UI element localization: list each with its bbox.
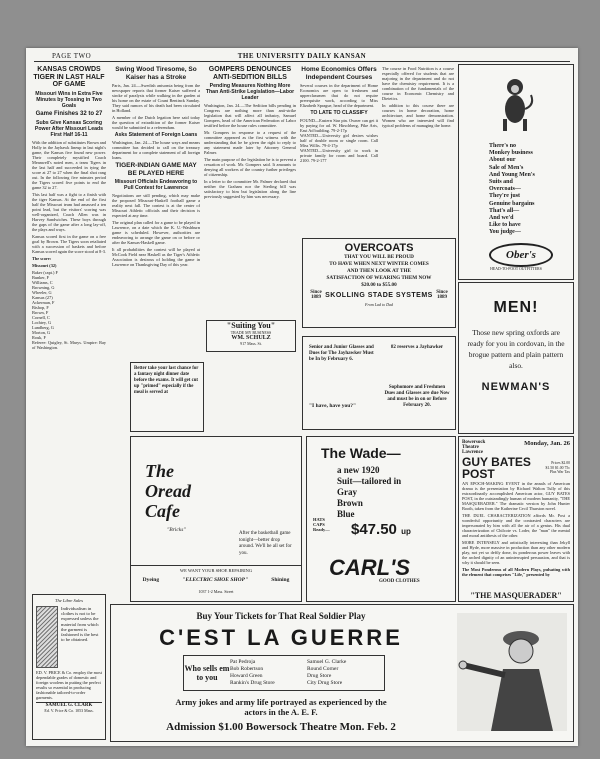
soldier-illustration bbox=[457, 613, 567, 731]
box-score-line: Brown, F bbox=[32, 310, 49, 315]
box-score-title: The score: bbox=[32, 256, 52, 261]
obers-ad-line: And we'd bbox=[489, 215, 514, 222]
jayhawker-right: 82 reserves a Jayhawker bbox=[390, 345, 444, 350]
wade-line-1: a new 1920 bbox=[337, 465, 380, 475]
wade-line-2: Suit—tailored in bbox=[337, 476, 402, 486]
oread-line-2: Oread bbox=[145, 481, 191, 501]
shoe-footer: WE WANT YOUR SHOE REPAIRING bbox=[131, 565, 301, 573]
bowersock-body: AN EPOCH-MAKING EVENT in the annals of American drama is the presentation by Richard Walton Tully of this extraordinarily accomplished American actor, GUY BATES POST, in the outstandingly human of modern humanity, "THE MASQUERADER." The dramatic version by John Hunter Booth, taken from the Katherine Cecil Thurston novel. bbox=[462, 481, 570, 511]
obers-logo: Ober's bbox=[489, 243, 553, 267]
seller-name: Drug Store bbox=[307, 673, 332, 679]
obers-ad-copy bbox=[489, 143, 535, 237]
bowersock-body-2: THE DUEL CHARACTERIZATION affords Mr. Post a wonderful opportunity and the contrasted characters are impersonated by him with all the air of a genius. His dual characterization of Chilcote vs. Loder, the "man" the mental and moral antithesis of the other. bbox=[462, 513, 570, 538]
clothing-ad-brand: The Libre Sales bbox=[54, 598, 84, 603]
overcoats-since-left: Since 1889 bbox=[310, 290, 322, 300]
gompers-body-3: The main purpose of the legislation he is to prevent a cessation of work. Mr. Gompers said. It amounts to denying all workers of the country further privileges of citizenship. bbox=[204, 157, 296, 177]
sports-body-3: Kansas scored first in the game on a free goal by Brown. The Tigers soon retaliated with a succession of baskets and before Kansas scored again the score stood at 8-3. bbox=[32, 234, 106, 254]
obers-ad-line: Genuine bargains bbox=[489, 200, 535, 207]
overcoats-since-right: Since 1889 bbox=[436, 290, 448, 300]
news-column-2 bbox=[112, 66, 200, 352]
clothing-ad-address: Ed. V. Price & Co. 1053 Mass. bbox=[44, 708, 94, 713]
obers-ad-line: There's no bbox=[489, 143, 517, 149]
wade-line-5: Blue bbox=[337, 509, 355, 519]
jayhawker-left: Senior and Junior Glasses and Dues for The Jayhawker Must be In by February 6. bbox=[309, 345, 374, 362]
overcoats-line-2: TO HAVE WHEN NEXT WINTER COMES bbox=[329, 261, 429, 267]
clothing-ad-body: Individualism in clothes is not to be expressed unless the material from which the garment is fashioned is the best to be obtained. bbox=[61, 606, 99, 643]
nutrition-body: The course in Food Nutrition is a course especially offered for students that are majoring in the department and do not have the chemistry requirement. It is a combination of the fundamentals of the course in Economic Chemistry and Dietetics. bbox=[382, 66, 454, 101]
jayhawker-question: "I have, have you?" bbox=[309, 403, 357, 409]
overcoats-title: OVERCOATS bbox=[344, 242, 414, 254]
guerre-title: C'EST LA GUERRE bbox=[159, 625, 403, 650]
schulz-ad-title: "Suiting You" bbox=[226, 321, 276, 330]
obers-ad-line: Sale of Men's bbox=[489, 164, 524, 171]
obers-ad-line: Monkey business bbox=[489, 150, 533, 157]
guerre-line-2: actors in the A. E. F. bbox=[244, 707, 318, 717]
newspaper-page bbox=[26, 48, 578, 746]
box-score-line: Bishop, F bbox=[32, 305, 49, 310]
kaiser-headline: Swing Wood Tiresome, So Kaiser has a Stroke bbox=[115, 66, 197, 81]
jayhawker-ad bbox=[302, 336, 456, 430]
carls-tagline: GOOD CLOTHES bbox=[379, 579, 420, 584]
tailor-illustration bbox=[36, 606, 58, 668]
oread-side: After the basketball game tonight—better drop around. We'll be all set for you. bbox=[239, 531, 292, 556]
seller-name: Rankin's Drug Store bbox=[230, 680, 275, 686]
schulz-ad bbox=[206, 320, 296, 352]
wade-price: $47.50 bbox=[351, 521, 397, 538]
obers-ad-line: About our bbox=[489, 157, 516, 164]
tiger-indian-body-3: It all probabilities the contest will be played at McCook Field near Haskell as the Tiger's Athletic Association is desirous of holding the game in Lawrence on Thanksgiving Day of this year. bbox=[112, 247, 200, 267]
gompers-body: Washington, Jan. 24.—The Sedition bills pending in Congress are nothing more than anti-strike legislation that will affect all industry, Samuel Gompers, head of the American Federation of Labor testified before the house rules committee. bbox=[204, 103, 296, 128]
wade-title: The Wade— bbox=[321, 445, 401, 461]
loans-body: Washington, Jan. 24.—The house ways and means committee has decided to call on the treasury department for a complete statement of all foreign loans. bbox=[112, 140, 200, 160]
guerre-top: Buy Your Tickets for That Real Soldier Play bbox=[196, 611, 366, 621]
wade-hats: HATS CAPS Ready— bbox=[313, 517, 330, 532]
obers-ad-line: That's all— bbox=[489, 207, 520, 214]
overcoats-price: $20.00 to $55.00 bbox=[361, 282, 397, 288]
tiger-indian-body: Negotiations are still pending, which may make the proposed Missouri-Haskell football game a reality next fall. The contest is at the center of Missouri Athletic officials and their decision is expected at any time. bbox=[112, 193, 200, 218]
box-score-line: Ackerman, F bbox=[32, 300, 55, 305]
box-score-line: Baker (capt.) F bbox=[32, 270, 58, 275]
loans-subhead: Asks Statement of Foreign Loans bbox=[114, 132, 198, 138]
shoe-dyeing: Dyeing bbox=[142, 577, 160, 583]
schulz-ad-tagline: TRADE MY BUSINESS bbox=[230, 330, 272, 335]
box-score-line: Lochtey, G bbox=[32, 320, 52, 325]
dinner-ad-body: Better take your last chance for a fantasy night dinner date before the exams. It will get cut up "primed" especially if the meal is served at bbox=[134, 366, 199, 395]
dinner-ad bbox=[130, 362, 204, 432]
newmans-brand: NEWMAN'S bbox=[481, 381, 551, 393]
wade-line-4: Brown bbox=[337, 498, 363, 508]
masquerader-title: "THE MASQUERADER" bbox=[470, 591, 562, 600]
shoe-shop-name: "ELECTRIC SHOE SHOP" bbox=[182, 577, 249, 583]
sports-column bbox=[32, 66, 106, 586]
gompers-body-4: In a letter to the committee Mr. Palmer declared that neither the Graham nor the Sterling bill was satisfactory to him but legislation along the line previously suggested by him was necessary. bbox=[204, 179, 296, 199]
sports-subhead: Missouri Wins in Extra Five Minutes by Tossing in Two Goals bbox=[35, 90, 103, 109]
kaiser-body: Paris, Jan. 24.—Swedish anisomia being from the newspaper reports that former Kaiser suffered a stroke of paralysis while walking in the garden at his home on the estate of Count Bentinck Sunday. They said rumors of his death had been circulated in Holland. bbox=[112, 83, 200, 113]
schulz-ad-tailor: WM. SCHULZ bbox=[231, 335, 271, 341]
overcoats-line-4: SATISFACTION OF WEARING THEM NOW bbox=[326, 275, 432, 281]
sports-subhead-2: Subs Give Kansas Scoring Power After Missouri Leads First Half 16-11 bbox=[34, 120, 104, 138]
obers-ad-line: They're just bbox=[489, 193, 521, 200]
oread-tag: "Bricks" bbox=[167, 527, 186, 533]
men-body: Those new spring oxfords are ready for you in cordovan, in the brogue pattern and plain pattern also. bbox=[467, 328, 565, 370]
oread-line-1: The bbox=[145, 461, 174, 481]
sellers-list-b bbox=[307, 659, 384, 687]
schulz-ad-address: 917 Mass. St. bbox=[240, 341, 262, 346]
classified-item: WANTED—University girl desires wishes half of double room or single room. Call Miss Willis. 79-4-17p bbox=[300, 133, 378, 148]
men-title: MEN! bbox=[493, 299, 539, 316]
home-econ-body: Several courses in the department of Home Economics are open to freshmen and upperclassmen that do not require prerequisite work, according to Miss Elizabeth Sprague, head of the department. bbox=[300, 83, 378, 108]
tiger-indian-body-2: The original plan called for a game to be played in Lawrence, on a date which the K. U.-Washburn game is scheduled. However, authorities are endeavoring to arrange the game on or before or after the Kansas-Haskell game. bbox=[112, 220, 200, 245]
page-number: PAGE TWO bbox=[52, 52, 92, 60]
shoe-address: 1037 1-2 Mass. Street bbox=[198, 589, 234, 594]
guerre-who: Who sells em to you bbox=[184, 664, 230, 682]
obers-ad-line: Like to have bbox=[489, 222, 521, 229]
clothing-ad bbox=[32, 594, 106, 740]
masthead-rule bbox=[34, 61, 570, 62]
overcoats-tagline: From Lad to Dad bbox=[365, 302, 393, 307]
gompers-subhead: Pending Measures Nothing More Than Anti-Strike Legislation—Labor Leader bbox=[205, 83, 295, 101]
clothing-ad-name: SAMUEL G. CLARK bbox=[36, 702, 102, 708]
theatre-name: Bowersock Theatre Lawrence bbox=[462, 440, 486, 455]
classified-list bbox=[300, 118, 378, 163]
news-column-3 bbox=[204, 66, 296, 352]
box-score-line: Rouk, F bbox=[32, 335, 46, 340]
ticket-prices: Prices $2.00 $1.50 $1.00 75c Plus War Tax bbox=[545, 461, 570, 475]
wade-line-3: Gray bbox=[337, 487, 357, 497]
classified-item: FOUND—Eastern Star pin. Owner can get it by paying for ad. W. Hirschberg, Pike Arts, East Ad building. 79-2-17p bbox=[300, 118, 378, 133]
bowersock-body-4: The Most Ponderous of all Modern Plays, pulsating with the element that comprises "Life," presented by bbox=[462, 567, 570, 577]
news-column-4 bbox=[300, 66, 378, 226]
box-score-line: Cornell, C bbox=[32, 315, 50, 320]
jayhawker-due: Sophomore and Freshmen Dues and Glasses are due Now and must be in on or Before February 20. bbox=[384, 385, 450, 408]
sports-body: With the addition of substitutes Brown and Holly in the Jayhawk lineup in last night's game, the Kansas five found new power. Their completely mystified Coach Meanwell's noted men, a team Tigers in the last half and succeeded in tying the score at 27 to 27 when the final shot rang out. In the following five minutes period the Tigers scored five points to end the game 32 to 27. bbox=[32, 140, 106, 190]
obers-ad bbox=[458, 64, 574, 280]
carls-logo: CARL'S bbox=[329, 555, 411, 580]
obers-ad-line: You judge— bbox=[489, 229, 521, 236]
cest-la-guerre-ad bbox=[110, 604, 574, 742]
gompers-body-2: Mr. Gompers in response to a request of the committee appeared as the first witness with the understanding that he be given the right to reply to any statement made later by Attorney General Palmer. bbox=[204, 130, 296, 155]
newmans-ad bbox=[458, 282, 574, 434]
obers-ad-line: Overcoats— bbox=[489, 186, 521, 193]
masthead bbox=[26, 52, 578, 60]
kaiser-body-2: A member of the Dutch legation here said today the question of extradition of the former Kaiser would be submitted to a referendum. bbox=[112, 115, 200, 130]
wade-price-suffix: up bbox=[401, 527, 411, 536]
star-name: GUY BATES POST bbox=[462, 455, 531, 481]
box-score-line: Browning, G bbox=[32, 285, 55, 290]
overcoats-line-3: AND THEN LOOK AT THE bbox=[347, 268, 411, 274]
guerre-footer: Admission $1.00 Bowersock Theatre Mon. Feb. 2 bbox=[166, 721, 396, 733]
seller-name: Howard Green bbox=[230, 673, 263, 679]
box-score-list bbox=[32, 270, 106, 340]
overcoats-brand: SKOLLING STADE SYSTEMS bbox=[325, 291, 433, 299]
nutrition-body-2: In addition to this course there are courses in home decoration, home architecture, and home demonstration. Women who are interested will find typical problems of managing the home. bbox=[382, 103, 454, 128]
obers-ad-line: And Young Men's bbox=[489, 171, 535, 178]
box-score-line: Morton, G bbox=[32, 330, 51, 335]
tiger-indian-subhead: Missouri Officials Endeavoring to Pull Contest for Lawrence bbox=[114, 179, 198, 191]
oread-ad bbox=[130, 436, 302, 602]
seller-name: Pat Pedroja bbox=[230, 659, 256, 665]
sports-body-2: This last half was a fight to a finish with the tiger Kansas. At the end of the first half the Missouri team had amassed a ten point lead, but the visitors' scoring was well-organized, Coach Allen was in Harvey Sandwiches. These boys through the gaps of the game after a long lay-off, the plays and ways. bbox=[32, 192, 106, 232]
overcoats-line-1: THAT YOU WILL BE PROUD bbox=[344, 254, 414, 260]
home-econ-headline: Home Economics Offers Independent Courses bbox=[301, 66, 377, 81]
final-score: Game Finishes 32 to 27 bbox=[35, 110, 103, 117]
gompers-headline: GOMPERS DENOUNCES ANTI-SEDITION BILLS bbox=[208, 66, 292, 81]
seller-name: Round Corner bbox=[307, 666, 339, 672]
classified-item: WANTED—University girl to work in private family for room and board. Call 2100. 79-2-177 bbox=[300, 148, 378, 163]
obers-ad-line: Suits and bbox=[489, 179, 513, 186]
referee-line: Referee: Quigley, St. Marys. Umpire: Ray of Washington. bbox=[32, 340, 106, 350]
monkey-icon bbox=[495, 75, 535, 133]
overcoats-ad bbox=[302, 238, 456, 328]
oread-line-3: Cafe bbox=[145, 501, 180, 521]
obers-tagline: HEAD-TO-FOOT OUTFITTERS bbox=[490, 267, 542, 271]
news-column-5 bbox=[382, 66, 454, 226]
seller-name: Samuel G. Clarke bbox=[307, 659, 347, 665]
sellers-list-a bbox=[230, 659, 307, 687]
shoe-shining: Shining bbox=[271, 577, 290, 583]
classified-title: TO LATE TO CLASSIFY bbox=[310, 110, 368, 116]
seller-name: City Drug Store bbox=[307, 680, 343, 686]
theatre-date: Monday, Jan. 26 bbox=[524, 440, 570, 447]
box-score-header: Missouri (32) bbox=[32, 263, 57, 268]
seller-name: Bob Robertson bbox=[230, 666, 264, 672]
box-score-line: Kansas (27) bbox=[32, 295, 53, 300]
paper-title: THE UNIVERSITY DAILY KANSAN bbox=[237, 52, 367, 60]
tiger-indian-headline: TIGER-INDIAN GAME MAY BE PLAYED HERE bbox=[115, 162, 197, 177]
box-score-line: Wheeler, G bbox=[32, 290, 52, 295]
guerre-line-1: Army jokes and army life portrayed as experienced by the bbox=[175, 697, 387, 707]
box-score-line: Williams, C bbox=[32, 280, 53, 285]
sports-headline: KANSAS CROWDS TIGER IN LAST HALF OF GAME bbox=[33, 66, 105, 88]
bowersock-body-3: MORE INTENSELY and artistically interesting than Jekyll and Hyde, more massive in production than any other modern play, not yet so deftly done, its ponderous power leaves with the arched dignity of an uninterrupted persuasion, and that is why it should be seen. bbox=[462, 540, 570, 565]
clothing-ad-body-2: ED. V. PRICE & Co. employ the most dependable grades of domestic and foreign woolens in putting the perfect results so essential in producing fashionable tailored-to-order garments. bbox=[36, 670, 102, 700]
carls-ad bbox=[306, 436, 456, 602]
box-score-line: Lundberg, G bbox=[32, 325, 54, 330]
box-score-line: Bunker, F bbox=[32, 275, 50, 280]
bowersock-ad bbox=[458, 436, 574, 602]
